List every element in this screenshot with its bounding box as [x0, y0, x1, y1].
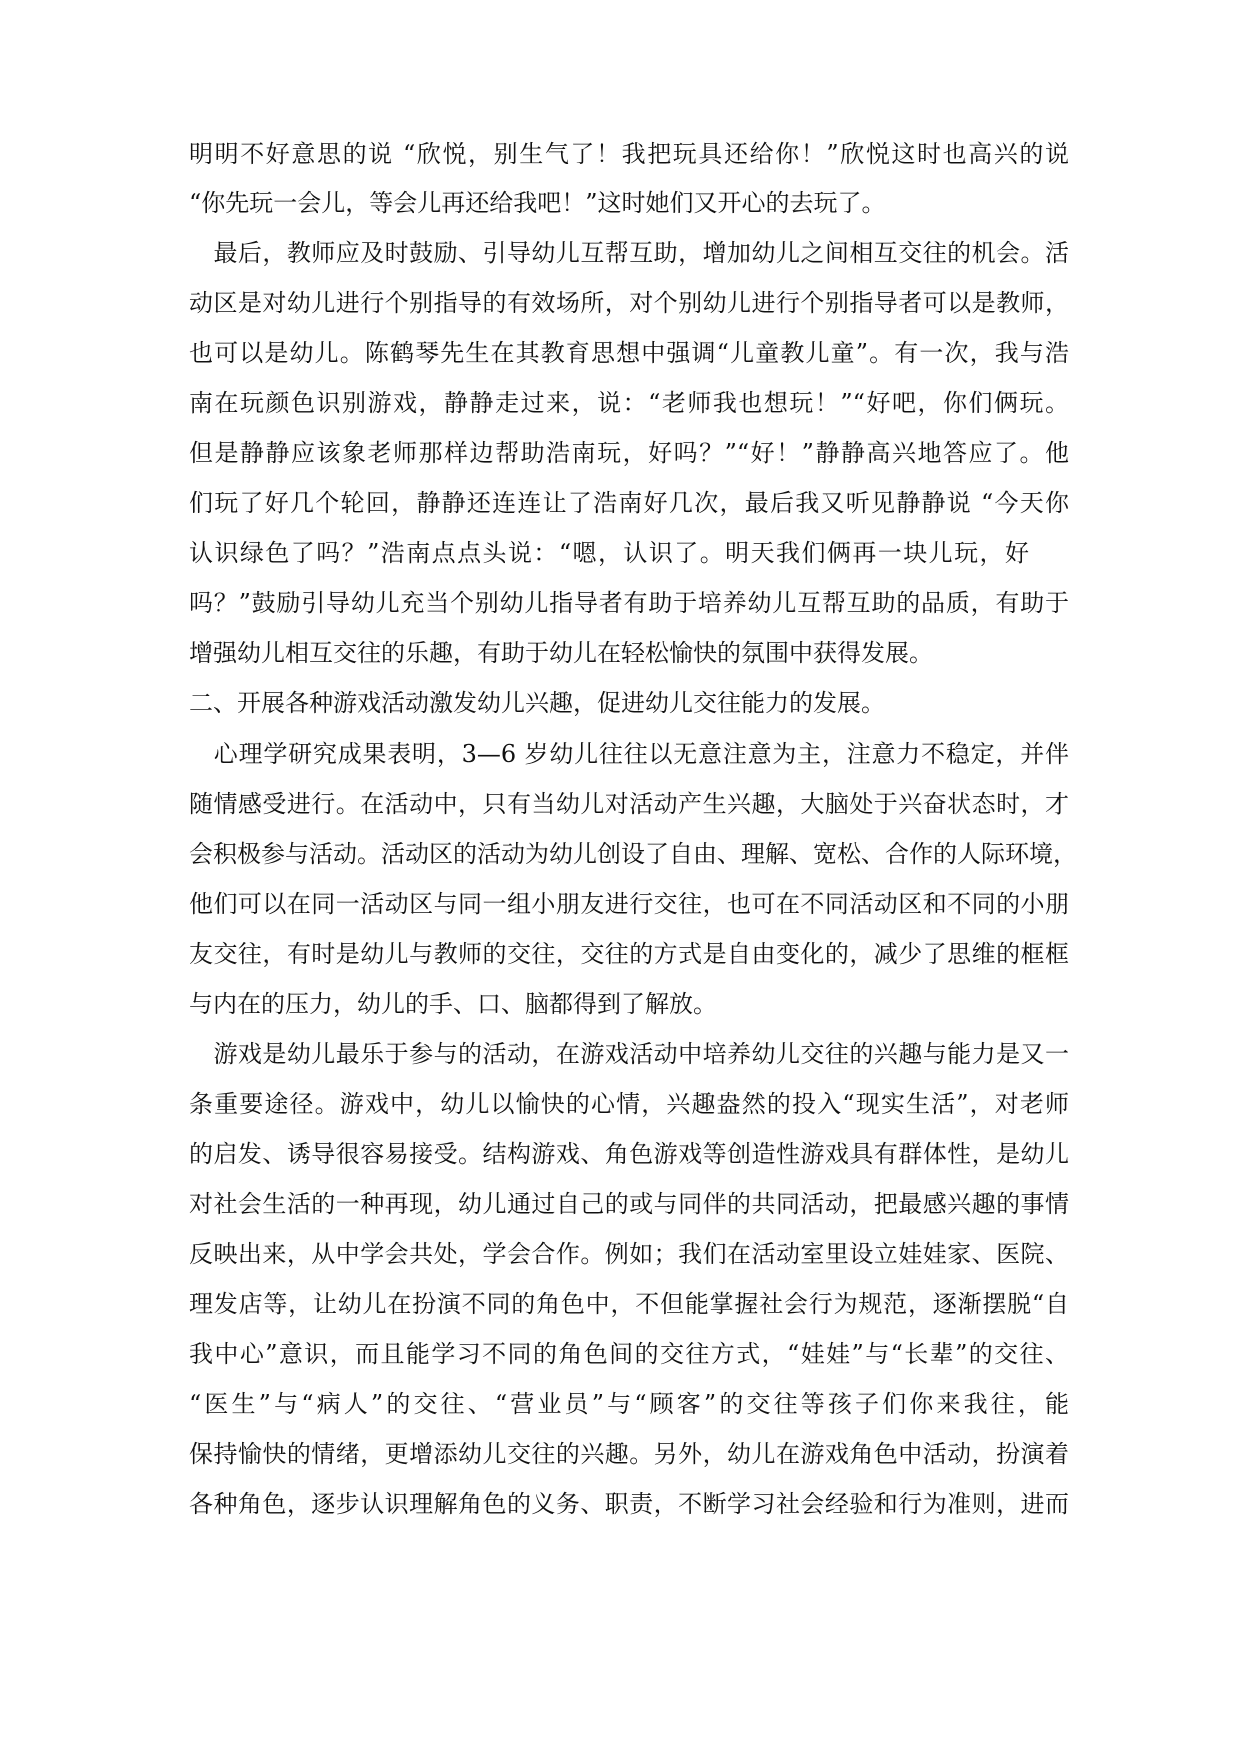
text-line: 动区是对幼儿进行个别指导的有效场所，对个别幼儿进行个别指导者可以是教师，: [189, 289, 1069, 317]
text-line: 友交往，有时是幼儿与教师的交往，交往的方式是自由变化的，减少了思维的框框: [189, 940, 1069, 968]
text-line: 对社会生活的一种再现，幼儿通过自己的或与同伴的共同活动，把最感兴趣的事情: [189, 1190, 1069, 1218]
text-line: 保持愉快的情绪，更增添幼儿交往的兴趣。另外，幼儿在游戏角色中活动，扮演着: [189, 1440, 1069, 1468]
text-line: 我中心”意识，而且能学习不同的角色间的交往方式，“娃娃”与“长辈”的交往、: [189, 1340, 1069, 1368]
text-line: 吗？”鼓励引导幼儿充当个别幼儿指导者有助于培养幼儿互帮互助的品质，有助于: [189, 589, 1069, 617]
text-line: “医生”与“病人”的交往、“营业员”与“顾客”的交往等孩子们你来我往，能: [189, 1390, 1069, 1418]
text-line: 增强幼儿相互交往的乐趣，有助于幼儿在轻松愉快的氛围中获得发展。: [189, 639, 933, 667]
text-line: 南在玩颜色识别游戏，静静走过来，说：“老师我也想玩！”“好吧，你们俩玩。: [189, 389, 1069, 417]
text-line: 明明不好意思的说 “欣悦，别生气了！我把玩具还给你！”欣悦这时也高兴的说: [189, 140, 1069, 168]
text-line: 他们可以在同一活动区与同一组小朋友进行交往，也可在不同活动区和不同的小朋: [189, 890, 1069, 918]
text-line: 与内在的压力，幼儿的手、口、脑都得到了解放。: [189, 990, 717, 1018]
text-line: 会积极参与活动。活动区的活动为幼儿创设了自由、理解、宽松、合作的人际环境，: [189, 840, 1077, 868]
text-line: “你先玩一会儿，等会儿再还给我吧！”这时她们又开心的去玩了。: [189, 189, 886, 217]
text-line: 各种角色，逐步认识理解角色的义务、职责，不断学习社会经验和行为准则，进而: [189, 1490, 1069, 1518]
text-line: 也可以是幼儿。陈鹤琴先生在其教育思想中强调“儿童教儿童”。有一次，我与浩: [189, 339, 1069, 367]
text-line: 反映出来，从中学会共处，学会合作。例如；我们在活动室里设立娃娃家、医院、: [189, 1240, 1069, 1268]
text-line: 随情感受进行。在活动中，只有当幼儿对活动产生兴趣，大脑处于兴奋状态时，才: [189, 790, 1069, 818]
text-line: 们玩了好几个轮回，静静还连连让了浩南好几次，最后我又听见静静说 “今天你: [189, 489, 1069, 517]
text-line: 心理学研究成果表明，3—6 岁幼儿往往以无意注意为主，注意力不稳定，并伴: [189, 740, 1069, 768]
text-line: 理发店等，让幼儿在扮演不同的角色中，不但能掌握社会行为规范，逐渐摆脱“自: [189, 1290, 1069, 1318]
text-line: 最后，教师应及时鼓励、引导幼儿互帮互助，增加幼儿之间相互交往的机会。活: [189, 239, 1069, 267]
text-line: 认识绿色了吗？”浩南点点头说：“嗯，认识了。明天我们俩再一块儿玩，好: [189, 539, 1029, 567]
text-line: 但是静静应该象老师那样边帮助浩南玩，好吗？”“好！”静静高兴地答应了。他: [189, 439, 1069, 467]
text-line: 游戏是幼儿最乐于参与的活动，在游戏活动中培养幼儿交往的兴趣与能力是又一: [189, 1040, 1069, 1068]
section-heading: 二、开展各种游戏活动激发幼儿兴趣，促进幼儿交往能力的发展。: [189, 689, 885, 717]
text-line: 的启发、诱导很容易接受。结构游戏、角色游戏等创造性游戏具有群体性，是幼儿: [189, 1140, 1069, 1168]
text-line: 条重要途径。游戏中，幼儿以愉快的心情，兴趣盎然的投入“现实生活”，对老师: [189, 1090, 1069, 1118]
